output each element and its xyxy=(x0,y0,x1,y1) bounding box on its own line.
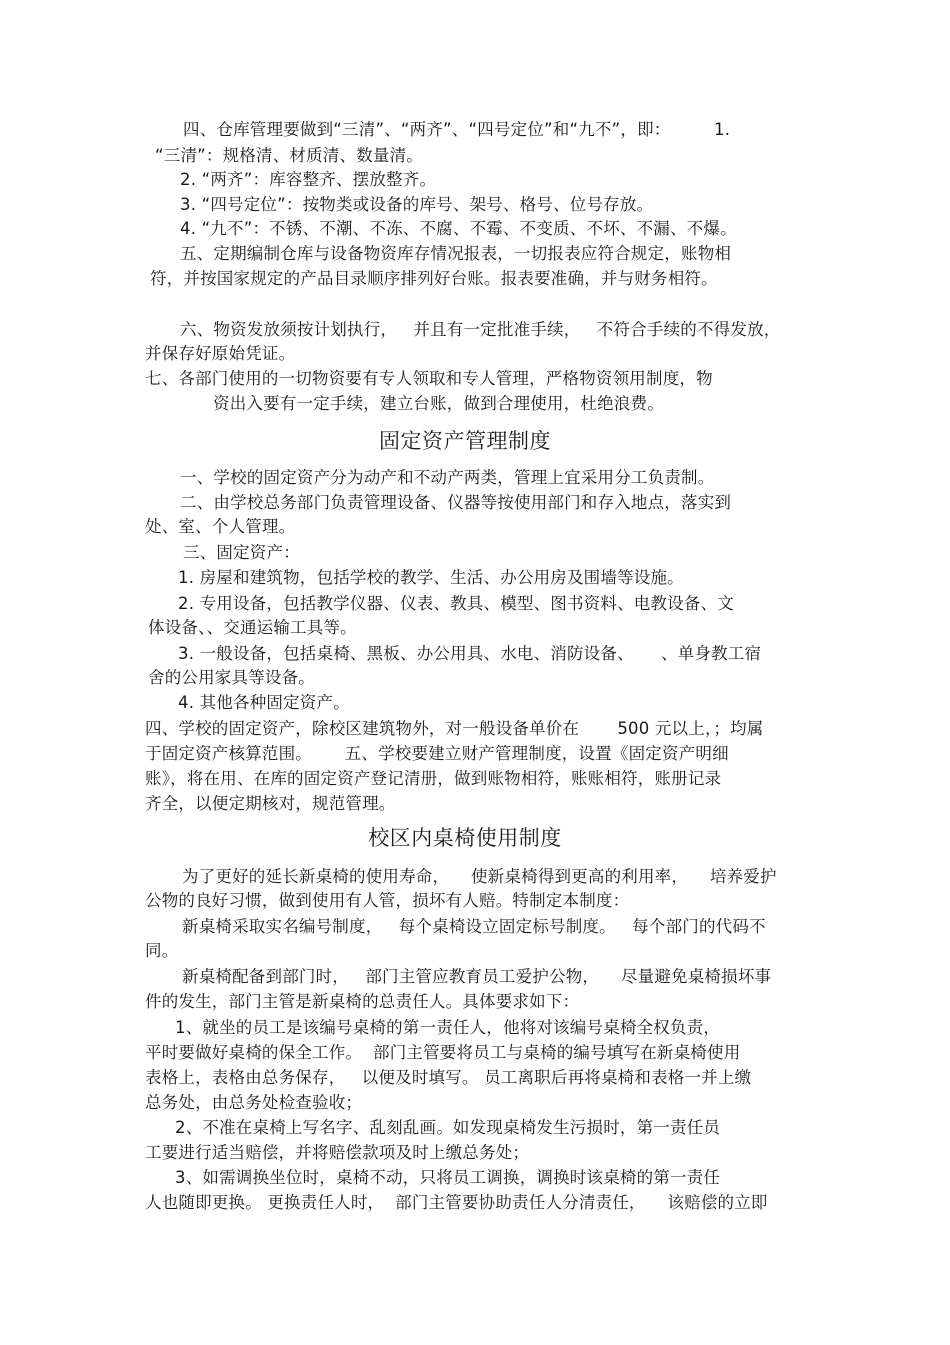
warehouse-rule-7-line-2: 资出入要有一定手续，建立台账，做到合理使用，杜绝浪费。 xyxy=(213,394,664,413)
desk-rule-1-line-4: 总务处，由总务处检查验收； xyxy=(145,1093,363,1112)
warehouse-rule-7-line-1: 七、各部门使用的一切物资要有专人领取和专人管理，严格物资领用制度，物 xyxy=(145,369,713,388)
warehouse-rule-5-line-1: 五、定期编制仓库与设备物资库存情况报表，一切报表应符合规定，账物相 xyxy=(180,244,732,263)
desk-allocation-line-2: 件的发生，部门主管是新桌椅的总责任人。具体要求如下： xyxy=(145,992,580,1011)
warehouse-rule-4-item-4: 4. “九不”：不锈、不潮、不冻、不腐、不霉、不变质、不坏、不漏、不爆。 xyxy=(180,219,737,238)
desk-numbering-line-2: 同。 xyxy=(145,941,179,960)
warehouse-rule-6-line-2: 并保存好原始凭证。 xyxy=(145,344,296,363)
fixed-assets-item-3-line-1: 3. 一般设备，包括桌椅、黑板、办公用具、水电、消防设备、 、单身教工宿 xyxy=(178,644,762,663)
fixed-assets-item-4: 4. 其他各种固定资产。 xyxy=(178,693,350,712)
fixed-assets-item-3-line-2: 舍的公用家具等设备。 xyxy=(148,668,315,687)
desk-rule-1-line-1: 1、就坐的员工是该编号桌椅的第一责任人，他将对该编号桌椅全权负责， xyxy=(175,1018,721,1037)
warehouse-rule-4-item-3: 3. “四号定位”：按物类或设备的库号、架号、格号、位号存放。 xyxy=(180,195,654,214)
fixed-assets-rule-5-line-2: 齐全，以便定期核对，规范管理。 xyxy=(145,794,396,813)
desk-rule-3-line-2: 人也随即更换。 更换责任人时， 部门主管要协助责任人分清责任， 该赔偿的立即 xyxy=(145,1193,768,1212)
fixed-assets-rule-3: 三、固定资产： xyxy=(183,543,300,562)
fixed-assets-heading: 固定资产管理制度 xyxy=(379,429,551,453)
fixed-assets-item-1: 1. 房屋和建筑物，包括学校的教学、生活、办公用房及围墙等设施。 xyxy=(178,568,684,587)
warehouse-rule-4-item-2: 2. “两齐”：库容整齐、摆放整齐。 xyxy=(180,170,437,189)
desk-rule-1-line-2: 平时要做好桌椅的保全工作。 部门主管要将员工与桌椅的编号填写在新桌椅使用 xyxy=(145,1043,741,1062)
desk-usage-heading: 校区内桌椅使用制度 xyxy=(368,826,562,850)
desk-rule-3-line-1: 3、如需调换坐位时，桌椅不动，只将员工调换，调换时该桌椅的第一责任 xyxy=(175,1168,721,1187)
desk-rule-2-line-1: 2、不准在桌椅上写名字、乱刻乱画。如发现桌椅发生污损时，第一责任员 xyxy=(175,1118,721,1137)
desk-numbering-line-1: 新桌椅采取实名编号制度， 每个桌椅设立固定标号制度。 每个部门的代码不 xyxy=(182,917,766,936)
fixed-assets-rule-2-line-2: 处、室、个人管理。 xyxy=(145,517,296,536)
fixed-assets-rule-2-line-1: 二、由学校总务部门负责管理设备、仪器等按使用部门和存入地点，落实到 xyxy=(180,493,732,512)
warehouse-rule-6-line-1: 六、物资发放须按计划执行， 并且有一定批准手续， 不符合手续的不得发放， xyxy=(180,320,781,339)
desk-rule-2-line-2: 工要进行适当赔偿，并将赔偿款项及时上缴总务处； xyxy=(145,1143,530,1162)
fixed-assets-item-2-line-2: 体设备、、交通运输工具等。 xyxy=(148,618,357,637)
desk-allocation-line-1: 新桌椅配备到部门时， 部门主管应教育员工爱护公物， 尽量避免桌椅损坏事 xyxy=(182,967,772,986)
warehouse-rule-4-line-1: 四、仓库管理要做到“三清”、“两齐”、“四号定位”和“九不”，即： 1. xyxy=(183,120,731,139)
fixed-assets-rule-5-line-1: 账》，将在用、在库的固定资产登记清册，做到账物相符，账账相符，账册记录 xyxy=(145,769,722,788)
fixed-assets-rule-4-line-1: 四、学校的固定资产，除校区建筑物外，对一般设备单价在 500 元以上，；均属 xyxy=(145,719,764,738)
desk-intro-line-2: 公物的良好习惯，做到使用有人管，损坏有人赔。特制定本制度： xyxy=(145,891,630,910)
warehouse-rule-5-line-2: 符，并按国家规定的产品目录顺序排列好台账。报表要准确，并与财务相符。 xyxy=(150,269,718,288)
fixed-assets-rule-4-line-2: 于固定资产核算范围。 五、学校要建立财产管理制度，设置《固定资产明细 xyxy=(145,744,729,763)
fixed-assets-rule-1: 一、学校的固定资产分为动产和不动产两类，管理上宜采用分工负责制。 xyxy=(180,468,715,487)
warehouse-rule-4-line-2: “三清”：规格清、材质清、数量清。 xyxy=(155,146,423,165)
desk-intro-line-1: 为了更好的延长新桌椅的使用寿命， 使新桌椅得到更高的利用率， 培养爱护 xyxy=(182,867,777,886)
desk-rule-1-line-3: 表格上，表格由总务保存， 以便及时填写。 员工离职后再将桌椅和表格一并上缴 xyxy=(145,1068,752,1087)
fixed-assets-item-2-line-1: 2. 专用设备，包括教学仪器、仪表、教具、模型、图书资料、电教设备、文 xyxy=(178,594,734,613)
